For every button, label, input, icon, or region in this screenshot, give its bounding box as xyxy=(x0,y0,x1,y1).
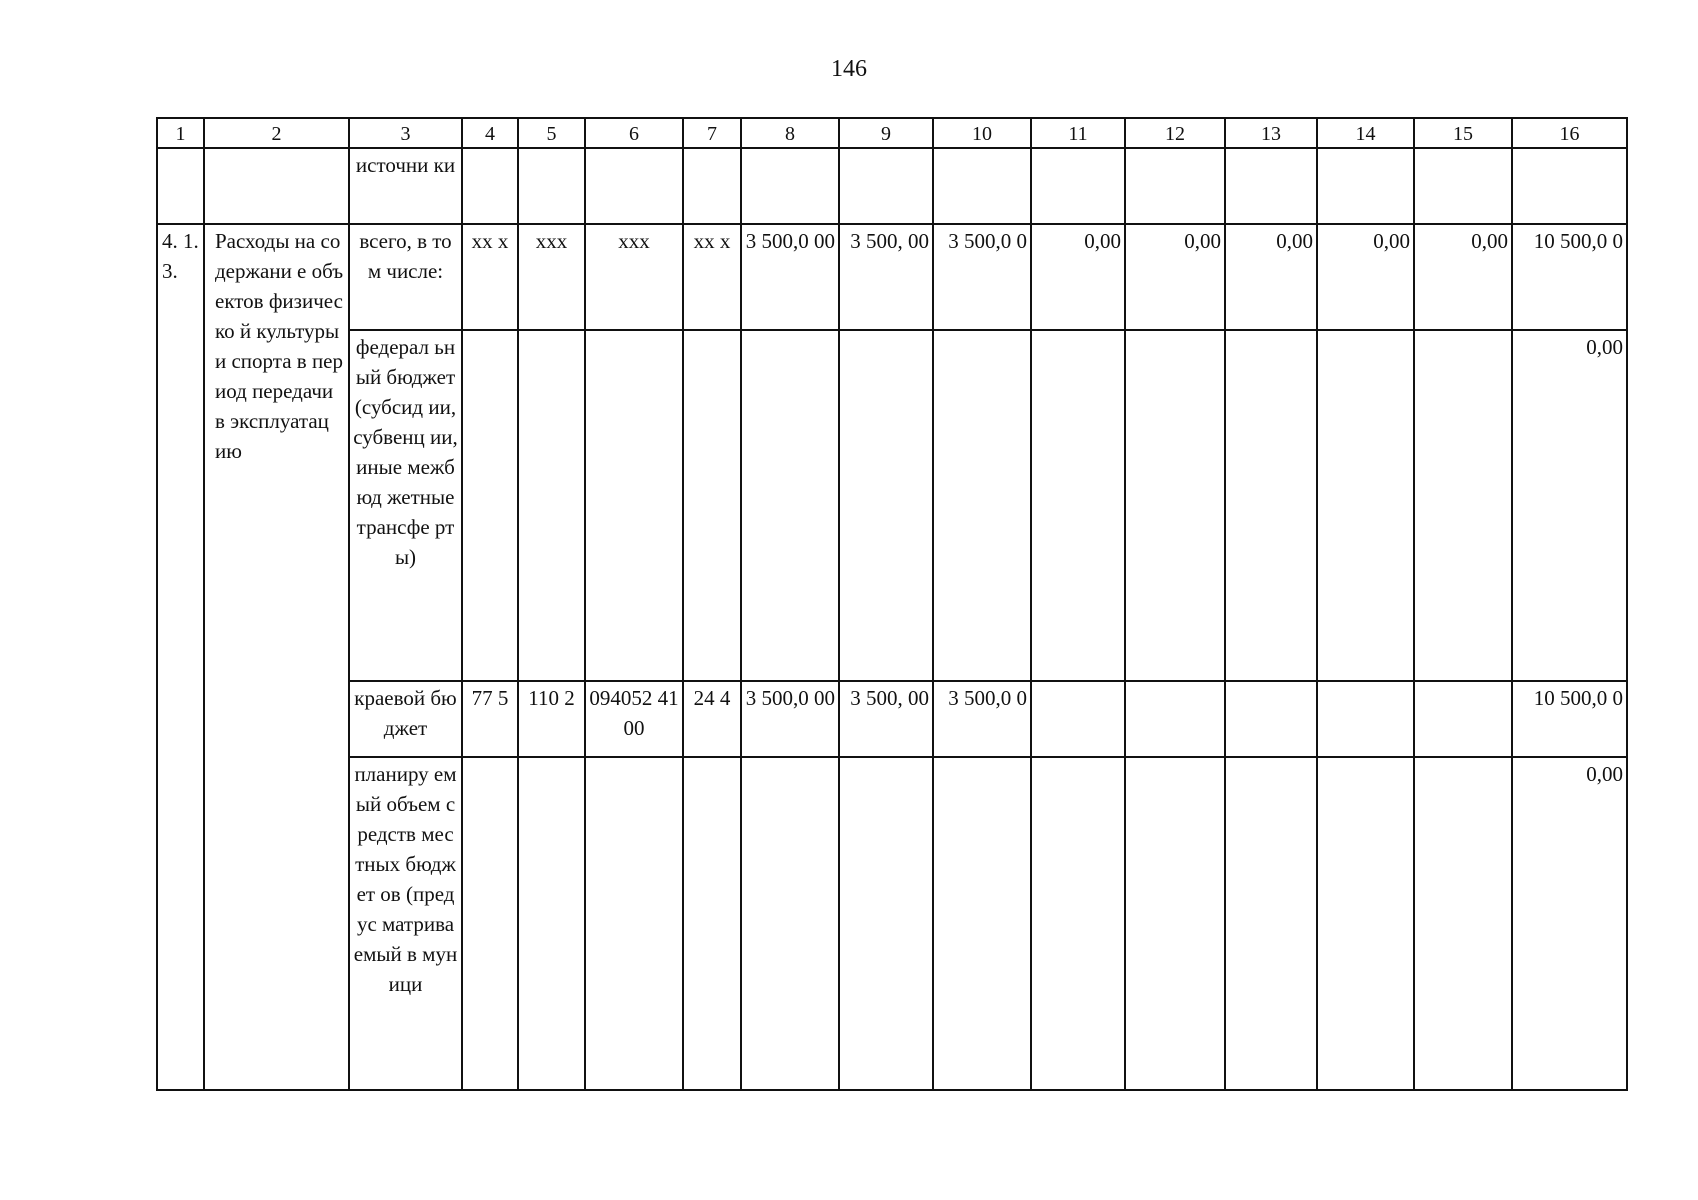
table-cell xyxy=(585,148,683,224)
table-cell xyxy=(462,330,518,681)
table-cell xyxy=(1414,330,1512,681)
column-header: 9 xyxy=(839,118,933,148)
table-cell xyxy=(1512,148,1627,224)
column-header: 10 xyxy=(933,118,1031,148)
amount-cell: 0,00 xyxy=(1125,224,1225,330)
header-row xyxy=(157,118,1627,148)
table-cell xyxy=(518,330,585,681)
table-cell xyxy=(1125,330,1225,681)
column-header: 1 xyxy=(157,118,204,148)
source-cell: всего, в том числе: xyxy=(349,224,462,330)
table-cell: 77 5 xyxy=(462,681,518,757)
budget-table xyxy=(156,117,1628,1091)
table-cell xyxy=(741,148,839,224)
table-cell xyxy=(741,757,839,1090)
table-cell: 24 4 xyxy=(683,681,741,757)
amount-cell: 3 500,0 00 xyxy=(741,224,839,330)
amount-cell: 3 500,0 00 xyxy=(741,681,839,757)
table-cell xyxy=(1031,757,1125,1090)
table-cell xyxy=(1125,757,1225,1090)
table-cell xyxy=(518,148,585,224)
table-cell xyxy=(839,148,933,224)
amount-cell: 0,00 xyxy=(1512,330,1627,681)
item-description: Расходы на содержани е объектов физическо й культуры и спорта в период передачи в эксплуатац ию xyxy=(204,224,349,1090)
table-cell: хх х xyxy=(683,224,741,330)
column-header: 15 xyxy=(1414,118,1512,148)
table-cell xyxy=(462,757,518,1090)
table-cell xyxy=(1225,757,1317,1090)
table-row xyxy=(157,224,1627,330)
table-cell xyxy=(741,330,839,681)
column-header: 4 xyxy=(462,118,518,148)
table-cell xyxy=(1225,681,1317,757)
table-cell xyxy=(1414,681,1512,757)
table-cell xyxy=(683,757,741,1090)
table-cell xyxy=(683,148,741,224)
amount-cell: 0,00 xyxy=(1414,224,1512,330)
table-cell xyxy=(933,148,1031,224)
table-row xyxy=(157,148,1627,224)
table-cell xyxy=(683,330,741,681)
table-cell xyxy=(462,148,518,224)
table-row xyxy=(157,330,1627,681)
table-cell: 110 2 xyxy=(518,681,585,757)
amount-cell: 3 500,0 0 xyxy=(933,224,1031,330)
amount-cell: 0,00 xyxy=(1031,224,1125,330)
table-cell xyxy=(933,757,1031,1090)
table-cell: хх х xyxy=(462,224,518,330)
amount-cell: 0,00 xyxy=(1512,757,1627,1090)
amount-cell: 3 500,0 0 xyxy=(933,681,1031,757)
table-cell xyxy=(1125,681,1225,757)
table-cell xyxy=(518,757,585,1090)
column-header: 14 xyxy=(1317,118,1414,148)
source-cell: федерал ьный бюджет (субсид ии, субвенц ии, иные межбюд жетные трансфе рты) xyxy=(349,330,462,681)
table-cell xyxy=(1225,148,1317,224)
column-header: 12 xyxy=(1125,118,1225,148)
table-cell xyxy=(933,330,1031,681)
table-cell xyxy=(585,330,683,681)
table-cell xyxy=(839,330,933,681)
table-cell xyxy=(1125,148,1225,224)
source-cell: источни ки xyxy=(349,148,462,224)
table-cell xyxy=(1317,681,1414,757)
column-header: 5 xyxy=(518,118,585,148)
table-row xyxy=(157,681,1627,757)
table-cell xyxy=(204,148,349,224)
source-cell: краевой бюджет xyxy=(349,681,462,757)
table-cell xyxy=(157,148,204,224)
column-header: 6 xyxy=(585,118,683,148)
amount-cell: 0,00 xyxy=(1317,224,1414,330)
table-cell xyxy=(1317,148,1414,224)
table-cell xyxy=(1414,148,1512,224)
column-header: 7 xyxy=(683,118,741,148)
amount-cell: 0,00 xyxy=(1225,224,1317,330)
amount-cell: 3 500, 00 xyxy=(839,681,933,757)
table-cell xyxy=(1031,148,1125,224)
table-cell xyxy=(1031,330,1125,681)
item-number: 4. 1. 3. xyxy=(157,224,204,1090)
table-cell: 094052 4100 xyxy=(585,681,683,757)
table-cell xyxy=(1031,681,1125,757)
source-cell: планиру емый объем средств местных бюджет ов (предус матрива емый в муници xyxy=(349,757,462,1090)
table-cell xyxy=(1317,330,1414,681)
amount-cell: 10 500,0 0 xyxy=(1512,681,1627,757)
table-cell xyxy=(1317,757,1414,1090)
table-cell: ххх xyxy=(518,224,585,330)
table-cell: ххх xyxy=(585,224,683,330)
amount-cell: 3 500, 00 xyxy=(839,224,933,330)
column-header: 8 xyxy=(741,118,839,148)
column-header: 13 xyxy=(1225,118,1317,148)
table-row xyxy=(157,757,1627,1090)
table-cell xyxy=(1225,330,1317,681)
table-cell xyxy=(1414,757,1512,1090)
page-number: 146 xyxy=(831,56,867,82)
table-cell xyxy=(585,757,683,1090)
column-header: 11 xyxy=(1031,118,1125,148)
column-header: 16 xyxy=(1512,118,1627,148)
column-header: 2 xyxy=(204,118,349,148)
column-header: 3 xyxy=(349,118,462,148)
amount-cell: 10 500,0 0 xyxy=(1512,224,1627,330)
table-cell xyxy=(839,757,933,1090)
